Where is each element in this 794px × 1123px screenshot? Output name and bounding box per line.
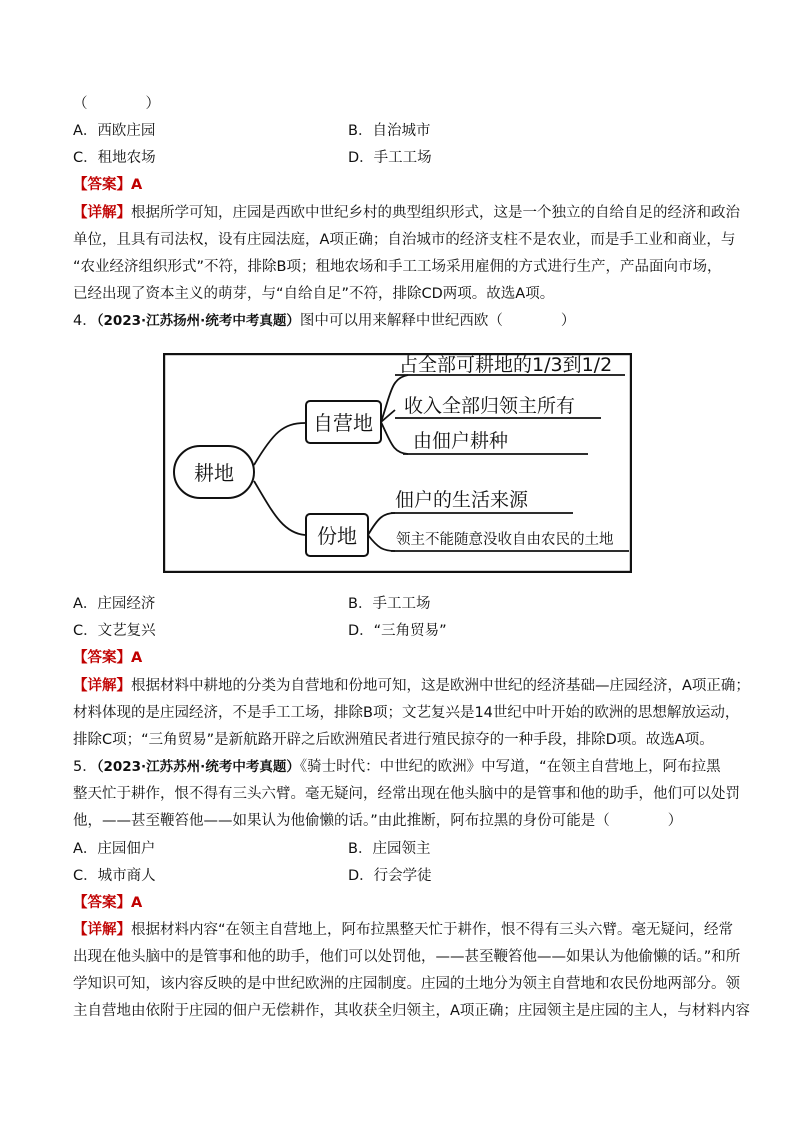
q4-detail-line-1 (73, 676, 750, 696)
answer-tag: 【答案】 (73, 895, 131, 911)
q3-answer (73, 175, 142, 195)
q5-option-b: B．庄园领主 (348, 841, 431, 857)
branch1-item-2: 收入全部归领主所有 (404, 395, 576, 417)
q5-stem-line-1 (73, 757, 721, 777)
q3-stem-tail: （ ） (73, 96, 160, 112)
answer-value: A (131, 650, 143, 666)
answer-tag: 【答案】 (73, 177, 131, 193)
branch1-label: 自营地 (313, 411, 373, 435)
q4-number: 4． (73, 313, 97, 329)
q5-answer (73, 893, 142, 913)
q4-detail-line-3: 排除C项；“三角贸易”是新航路开辟之后欧洲殖民者进行殖民掠夺的一种手段，排除D项。故选A项。 (73, 732, 714, 748)
q4-option-b: B．手工工场 (348, 596, 431, 612)
q5-stem-line-2: 整天忙于耕作，恨不得有三头六臂。毫无疑问，经常出现在他头脑中的是管事和他的助手，他们可以处罚 (73, 786, 740, 802)
q5-source: （2023·江苏苏州·统考中考真题） (96, 759, 300, 775)
q5-stem-line-3: 他，——甚至鞭笞他——如果认为他偷懒的话。”由此推断，阿布拉黑的身份可能是（ ） (73, 813, 683, 829)
q5-number: 5． (73, 759, 97, 775)
q5-option-d: D．行会学徒 (348, 868, 432, 884)
q5-detail-line-2: 出现在他头脑中的是管事和他的助手，他们可以处罚他，——甚至鞭笞他——如果认为他偷懒的话。”和所 (73, 949, 741, 965)
q4-stem (73, 311, 575, 331)
q5-detail-line-4: 主自营地由依附于庄园的佃户无偿耕作，其收获全归领主，A项正确；庄园领主是庄园的主人，与材料内容 (73, 1003, 750, 1019)
branch2-item-1: 佃户的生活来源 (395, 489, 529, 511)
q3-detail-line-2: 单位，且具有司法权，设有庄园法庭，A项正确；自治城市的经济支柱不是农业，而是手工业和商业，与 (73, 232, 736, 248)
q5-stem-text: 《骑士时代：中世纪的欧洲》中写道，“在领主自营地上，阿布拉黑 (299, 759, 721, 775)
detail-text: 根据材料中耕地的分类为自营地和份地可知，这是欧洲中世纪的经济基础—庄园经济，A项正确； (131, 678, 750, 694)
q4-detail-line-2: 材料体现的是庄园经济，不是手工工场，排除B项；文艺复兴是14世纪中叶开始的欧洲的思想解放运动， (73, 705, 740, 721)
q4-option-c: C．文艺复兴 (73, 623, 156, 639)
q4-option-d: D．“三角贸易” (348, 623, 447, 639)
q4-answer (73, 648, 142, 668)
root-label: 耕地 (194, 461, 234, 485)
q5-option-c: C．城市商人 (73, 868, 156, 884)
branch1-item-3: 由佃户耕种 (413, 430, 509, 452)
branch1-item-1: 占全部可耕地的1/3到1/2 (399, 354, 613, 376)
q3-option-c: C．租地农场 (73, 150, 156, 166)
answer-tag: 【答案】 (73, 650, 131, 666)
q5-detail-line-3: 学知识可知，该内容反映的是中世纪欧洲的庄园制度。庄园的土地分为领主自营地和农民份地两部分。领 (73, 976, 740, 992)
farmland-mindmap-diagram (163, 353, 632, 573)
branch2-item-2: 领主不能随意没收自由农民的土地 (396, 532, 614, 548)
q4-stem-text: 图中可以用来解释中世纪西欧（ ） (299, 313, 576, 329)
q4-source: （2023·江苏扬州·统考中考真题） (96, 313, 300, 329)
detail-text: 根据所学可知，庄园是西欧中世纪乡村的典型组织形式，这是一个独立的自给自足的经济和政治 (131, 205, 740, 221)
q3-option-d: D．手工工场 (348, 150, 432, 166)
answer-value: A (131, 895, 143, 911)
detail-tag: 【详解】 (73, 678, 131, 694)
q5-detail-line-1 (73, 920, 733, 940)
detail-tag: 【详解】 (73, 922, 131, 938)
detail-tag: 【详解】 (73, 205, 131, 221)
q3-option-b: B．自治城市 (348, 123, 431, 139)
q3-detail-line-4: 已经出现了资本主义的萌芽，与“自给自足”不符，排除CD两项。故选A项。 (73, 286, 555, 302)
q3-option-a: A．西欧庄园 (73, 123, 156, 139)
q3-detail-line-1 (73, 203, 740, 223)
detail-text: 根据材料内容“在领主自营地上，阿布拉黑整天忙于耕作，恨不得有三头六臂。毫无疑问，经常 (131, 922, 734, 938)
answer-value: A (131, 177, 143, 193)
q4-option-a: A．庄园经济 (73, 596, 156, 612)
q3-detail-line-3: “农业经济组织形式”不符，排除B项；租地农场和手工工场采用雇佣的方式进行生产，产品面向市场， (73, 259, 722, 275)
branch2-label: 份地 (317, 524, 357, 548)
q5-option-a: A．庄园佃户 (73, 841, 156, 857)
